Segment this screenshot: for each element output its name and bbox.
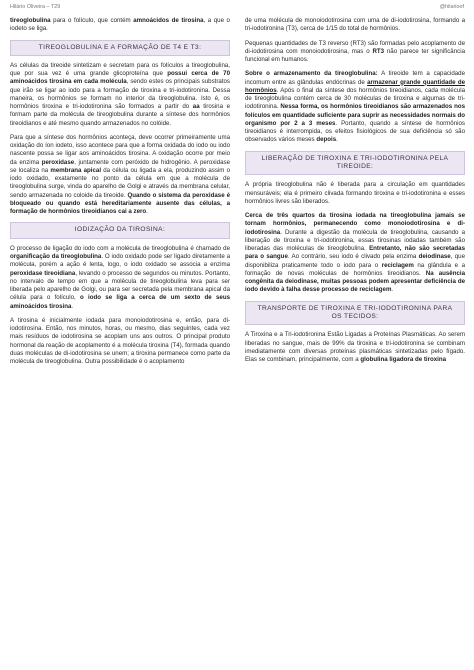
paragraph-acoplamento: A tirosina é inicialmente iodada para monoiodotirosina e, então, para di-iodotirosina. Então, nos minutos, horas, ou mesmo, dias seguintes, cada vez mais resíduos de iodotirosina se acoplam uns aos outros. O principal produto hormonal da reação de acoplamento é a molécula tiroxina (T4), formada quando duas moléculas de di-iodotirosina se unem; a tiroxina permanece como parte da molécula de tireoglobulina. Outra possibilidade é o acoplamento bbox=[10, 316, 230, 366]
paragraph-t3: de uma molécula de monoiodotirosina com uma de di-iodotirosina, formando a tri-iodotironina (T3), cerca de 1/15 do total de hormônios. bbox=[245, 17, 465, 33]
bold-text: RT3 bbox=[372, 47, 385, 55]
bold-text: organificação da tireoglobulina bbox=[10, 253, 102, 261]
bold-text: peroxidase tireoidiana bbox=[10, 269, 76, 277]
bold-text: aa bbox=[192, 103, 200, 111]
bold-text: Quando o sistema da peroxidase é bloqueado ou quando está hereditariamente ausente das células, a formação de hormônios tireoidianos cai a zero bbox=[10, 191, 230, 216]
bold-text: reciclagem bbox=[381, 261, 414, 269]
author-name: Hilário Oliveira – T29 bbox=[10, 4, 61, 10]
paragraph-peroxidase bbox=[10, 134, 230, 217]
bold-text: peroxidase bbox=[41, 158, 75, 166]
text: . O iodo oxidado pode ser ligado diretamente a molécula, porém a ação é lenta, logo, o iodo oxidado se associa a enzima bbox=[10, 253, 230, 269]
text: As células da tireoide sintetizam e secretam para os folículos a tireoglobulina, que por sua vez é uma grande glicoproteína que bbox=[10, 61, 230, 78]
bold-underlined-text: armazenar grande quantidade de hormônios bbox=[245, 78, 465, 94]
bold-text: o iodo se liga a cerca de um sexto de seus aminoácidos tirosina bbox=[10, 294, 230, 310]
text: O processo de ligação do iodo com a molécula de tireoglobulina é chamado de bbox=[10, 244, 230, 252]
section-heading-iodizacao: IODIZAÇÃO DA TIROSINA: bbox=[10, 222, 230, 238]
paragraph-proteinas-plasmaticas bbox=[245, 331, 465, 364]
text: Pequenas quantidades de T3 reverso (RT3) são formadas pelo acoplamento de di-iodotirosina com monoiodotirosina, mas o bbox=[245, 39, 465, 55]
text: , levando o processo de segundos ou minutos. Portanto, no intervalo de tempo em que a molécula de tireoglobulina leva para ser liberada pelo aparelho de Golgi, ou para ser secretada pela membrana apical da célula para o folículo, bbox=[10, 269, 230, 302]
section-heading-transporte: TRANSPORTE DE TIROXINA E TRI-IODOTIRONINA PARA OS TECIDOS: bbox=[245, 301, 465, 326]
text: . bbox=[336, 136, 338, 144]
paragraph-tireoglobulina bbox=[10, 62, 230, 128]
text: para o folículo, que contém bbox=[50, 17, 134, 24]
bold-text: Sobre o armazenamento da tireoglobulina: bbox=[245, 70, 378, 78]
bold-text: Nessa forma, os hormônios tireoidianos são armazenados nos folículos em quantidade suficiente para suprir as necessidades normais do organismo por 2 a 3 meses bbox=[245, 103, 465, 127]
bold-text: globulina ligadora de tiroxina bbox=[360, 356, 446, 364]
text: , que disponibiliza praticamente todo o iodo para o bbox=[245, 253, 465, 269]
text: A tireoide tem a capacidade incomum entre as glândulas endócrinas de bbox=[245, 70, 465, 86]
text: Para que a síntese dos hormônios aconteça, deve ocorrer primeiramente uma oxidação do íon iodeto, isso acontece para que a forma oxidada do iodo ou iodo nascente possa se ligar aos aminoácidos tirosina. A oxidação ocorre por meio da enzima bbox=[10, 133, 230, 166]
section-heading-tireoglobulina: TIREOGLOBULINA E A FORMAÇÃO DE T4 E T3: bbox=[10, 40, 230, 56]
bold-text: tireoglobulina bbox=[10, 17, 51, 24]
text: . Ao contrário, seu iodo é clivado pela enzima bbox=[287, 253, 419, 261]
text: . Portanto, quando a síntese de hormônios tireoidianos é interrompida, os efeitos fisiológicos de sua deficiência só são observados vários meses bbox=[245, 119, 465, 144]
paragraph-clivagem: A própria tireoglobulina não é liberada para a circulação em quantidades mensuráveis; ela é primeiro clivada formando tiroxina e tri-iodotironina e esses hormônios livres são liberados. bbox=[245, 181, 465, 205]
paragraph-deiodinase bbox=[245, 212, 465, 295]
text: . Após o final da síntese dos hormônios tireoidianos, cada molécula de tireoglobulina contém cerca de 30 moléculas de tiroxina e algumas de tri-iodotironina. bbox=[245, 86, 465, 111]
text: , a que o iodeto se liga. bbox=[10, 17, 230, 33]
bold-text: Cerca de três quartos da tirosina iodada na tireoglobulina jamais se tornam hormônios, permanecendo como monoiodotirosina e di-iodotirosina bbox=[245, 212, 465, 236]
right-column bbox=[245, 17, 465, 666]
bold-text: depois bbox=[316, 136, 337, 144]
text: , sendo estes os principais substratos que irão se ligar ao iodo para a formação de tiroxina e tri-iodotironina. Dessa maneira, os hormônios se formam no interior da tireoglobulina. Isto é, os hormônios tiroxina e tri-iodotironina são formados a partir do bbox=[10, 78, 230, 111]
text: da célula ou ligada a ela, produzindo assim o iodo oxidado, exatamente no ponto da célula em que a molécula de tireoglobulina surge, vinda do aparelho de Golgi e através da membrana celular, sendo armazenada no coloide da tireoide. bbox=[10, 166, 230, 199]
page-header bbox=[10, 4, 464, 14]
text: tirosina e formam parte da molécula de tireoglobulina durante a síntese dos hormônios tireoidianos e até mesmo quando armazenados no colóide. bbox=[10, 103, 230, 127]
left-column bbox=[10, 17, 230, 666]
section-heading-liberacao: LIBERAÇÃO DE TIROXINA E TRI-IODOTIRONINA PELA TIREOIDE: bbox=[245, 151, 465, 176]
text: na glândula e a formação de novas moléculas de hormônios tireoidianos. bbox=[245, 261, 465, 277]
paragraph-rt3 bbox=[245, 40, 465, 65]
bold-text: Na ausência congênita da deiodinase, muitas pessoas podem apresentar deficiência de iodo devido à falha desse processo de reciclagem bbox=[245, 269, 465, 294]
bold-text: deiodinase bbox=[418, 253, 451, 261]
text: . bbox=[146, 208, 148, 216]
text: . bbox=[71, 302, 74, 310]
paragraph-armazenamento bbox=[245, 70, 465, 144]
paragraph-organificacao bbox=[10, 245, 230, 311]
text: não parece ter significância funcional em humanos. bbox=[245, 47, 465, 63]
author-handle: @hilarioof bbox=[439, 4, 464, 10]
bold-text: membrana apical bbox=[50, 166, 102, 174]
bold-text: Entretanto, não são secretadas para o sangue bbox=[245, 245, 465, 261]
bold-text: amnoácidos de tirosina bbox=[133, 17, 204, 24]
text: . bbox=[391, 286, 394, 294]
text: , juntamente com peróxido de hidrogênio. A peroxidase se localiza na bbox=[10, 158, 230, 174]
text: . Durante a digestão da molécula de tireoglobulina, causando a liberação de tiroxina e tri-iodotironina, essas tirosinas iodadas também são liberadas das moléculas de tireoglobulina. bbox=[245, 228, 465, 253]
intro-paragraph bbox=[10, 17, 230, 34]
text: A Tiroxina e a Tri-iodotironina Estão Ligadas a Proteínas Plasmáticas. Ao serem liberadas no sangue, mais de 99% da tiroxina e tri-iodotironina se combinam imediatamente com diversas proteínas plasmáticas sintetizadas pelo fígado. Elas se combinam, principalmente, com a bbox=[245, 331, 465, 364]
bold-text: possui cerca de 70 aminoácidos tirosina em cada molécula bbox=[10, 70, 230, 86]
